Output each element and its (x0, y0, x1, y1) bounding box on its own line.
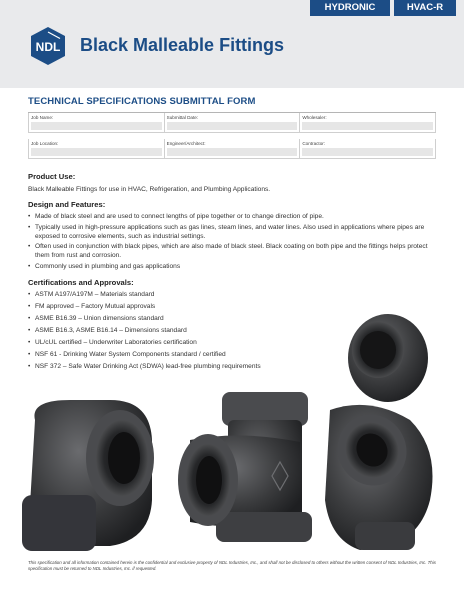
form-row-1 (28, 113, 436, 133)
certs-heading: Certifications and Approvals: (28, 277, 134, 287)
elbow-90-fitting-icon (22, 400, 154, 551)
design-list (28, 213, 436, 272)
list-item: • FM approved – Factory Mutual approvals (28, 303, 436, 312)
field-label: Submittal Date: (166, 115, 199, 120)
form-row-2 (28, 139, 436, 159)
contractor-field[interactable] (299, 139, 436, 158)
field-label: Contractor: (302, 141, 326, 146)
design-heading: Design and Features: (28, 200, 106, 209)
tag-hvac-r[interactable]: HVAC-R (394, 0, 456, 16)
field-label: Job Name: (31, 115, 54, 120)
fittings-illustration (0, 300, 464, 560)
logo-text: NDL (35, 40, 61, 54)
confidentiality-notice: This specification and all information contained herein is the confidential and exclusive property of NDL Industries, Inc., and shall not be disclosed to others without the written consent of NDL Industries, Inc. This specification must be returned to NDL Industries, Inc. if requested. (28, 560, 436, 572)
list-item: • UL/cUL certified – Underwriter Laboratories certification (28, 339, 436, 348)
engineer-architect-field[interactable] (164, 139, 300, 158)
elbow-45-fitting-icon (325, 402, 433, 550)
list-item: • Typically used in high-pressure applications such as gas lines, steam lines, and water lines. Also used in applications where pipes are exposed to corrosive elements, such as industrial settings. (28, 224, 436, 242)
product-use-text: Black Malleable Fittings for use in HVAC, Refrigeration, and Plumbing Applications. (28, 186, 271, 193)
field-label: Engineer/Architect: (166, 141, 206, 146)
list-item: • ASME B16.39 – Union dimensions standard (28, 315, 436, 324)
list-item: • NSF 61 - Drinking Water System Components standard / certified (28, 351, 436, 360)
submittal-form (28, 112, 436, 162)
submittal-date-field[interactable] (164, 113, 300, 132)
cap-fitting-icon (348, 314, 428, 402)
header-band (0, 0, 464, 88)
list-item: • Made of black steel and are used to connect lengths of pipe together or to change direction of pipe. (28, 213, 436, 222)
field-label: Wholesaler: (302, 115, 327, 120)
page-title: Black Malleable Fittings (80, 35, 285, 55)
field-label: Job Location: (31, 141, 59, 146)
job-name-field[interactable] (28, 113, 164, 132)
category-tags (310, 0, 456, 16)
list-item: • ASTM A197/A197M – Materials standard (28, 291, 436, 300)
wholesaler-field[interactable] (299, 113, 436, 132)
ndl-logo-icon (28, 26, 68, 66)
list-item: • NSF 372 – Safe Water Drinking Act (SDWA) lead-free plumbing requirements (28, 363, 436, 372)
job-location-field[interactable] (28, 139, 164, 158)
form-title: TECHNICAL SPECIFICATIONS SUBMITTAL FORM (28, 96, 256, 107)
list-item: • Often used in conjunction with black pipes, which are also made of black steel. Black coating on both pipe and the fittings helps protect them from rust and corrosion. (28, 243, 436, 261)
tag-hydronic[interactable]: HYDRONIC (310, 0, 390, 16)
list-item: • Commonly used in plumbing and gas applications (28, 263, 436, 272)
tee-fitting-icon (178, 392, 312, 542)
list-item: • ASME B16.3, ASME B16.14 – Dimensions standard (28, 327, 436, 336)
product-use-heading: Product Use: (28, 172, 76, 181)
